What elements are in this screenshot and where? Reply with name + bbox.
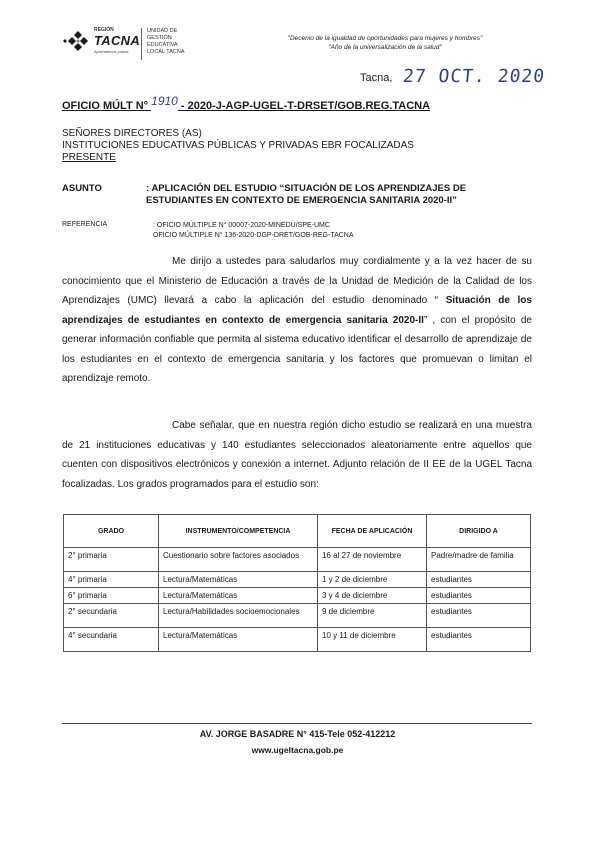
column-header: GRADO [64, 515, 159, 548]
table-cell: estudiantes [427, 572, 531, 588]
oficio-handwritten-number: 1910 [151, 94, 178, 108]
table-cell: 10 y 11 de diciembre [318, 628, 427, 652]
date-city: Tacna, [360, 72, 393, 84]
ugel-logo-icon [62, 30, 92, 52]
table-cell: Lectura/Matemáticas [159, 588, 318, 604]
column-header: DIRIGIDO A [427, 515, 531, 548]
table-cell: 9 de diciembre [318, 604, 427, 628]
table-row [64, 628, 531, 652]
table-cell: estudiantes [427, 628, 531, 652]
table-cell: 3 y 4 de diciembre [318, 588, 427, 604]
schedule-table [63, 514, 531, 652]
table-cell: estudiantes [427, 604, 531, 628]
unit-line: GESTIÓN [147, 35, 172, 41]
footer-divider [62, 723, 532, 724]
referencia-line: OFICIO MÚLTIPLE N° 136-2020-DGP-DRET/GOB-REG-TACNA [153, 232, 354, 239]
unit-line: EDUCATIVA [147, 42, 178, 48]
motto-line-2: "Año de la universalización de la salud" [328, 44, 442, 51]
table-cell: Cuestionario sobre factores asociados [159, 548, 318, 572]
body-paragraph-1 [62, 252, 532, 389]
table-cell: 4° primaria [64, 572, 159, 588]
logo-tagline: Aprendemos juntos [94, 49, 129, 54]
table-cell: 2° primaria [64, 548, 159, 572]
asunto-text: : APLICACIÓN DEL ESTUDIO “SITUACIÓN DE LOS APRENDIZAJES DE ESTUDIANTES EN CONTEXTO DE EMERGENCIA SANITARIA 2020-II” [146, 183, 467, 206]
recipient-line: SEÑORES DIRECTORES (AS) [62, 128, 202, 139]
column-header: INSTRUMENTO/COMPETENCIA [159, 515, 318, 548]
table-cell: Padre/madre de familia [427, 548, 531, 572]
recipient-line: INSTITUCIONES EDUCATIVAS PÚBLICAS Y PRIVADAS EBR FOCALIZADAS [62, 140, 414, 151]
oficio-prefix: OFICIO MÚLT N° [62, 100, 149, 112]
table-row [64, 604, 531, 628]
table-cell: 16 al 27 de noviembre [318, 548, 427, 572]
table-cell: estudiantes [427, 588, 531, 604]
logo-name: TACNA [94, 33, 141, 48]
paragraph-text: ” , con el propósito de generar información confiable que permita al sistema educativo identificar el desarrollo de aprendizaje de los estudiantes en el contexto de emergencia sanitaria y los factores que promuevan o limitan el aprendizaje remoto. [62, 314, 532, 384]
paragraph-text: Me dirijo a ustedes para saludarlos muy cordialmente y a la vez hacer de su conocimiento que el Ministerio de Educación a través de la Unidad de Medición de la Calidad de los Aprendizajes (UMC) llevará a cabo la aplicación del estudio denominado “ [62, 256, 532, 306]
date-handwritten: 27 OCT. 2020 [401, 66, 547, 87]
logo-divider [141, 28, 142, 60]
body-paragraph-2 [62, 416, 532, 494]
header-motto [240, 34, 530, 52]
referencia-line: : OFICIO MÚLTIPLE N° 00007-2020-MINEDU/SPE-UMC [153, 222, 330, 229]
unit-name [147, 28, 185, 56]
study-name: Situación de los aprendizajes de estudiantes en contexto de emergencia sanitaria 2020-II [62, 295, 532, 326]
logo-region-text: REGIÓN [94, 27, 114, 33]
unit-line: LOCAL TACNA [147, 49, 185, 55]
table-cell: Lectura/Matemáticas [159, 628, 318, 652]
table-row [64, 548, 531, 572]
column-header: FECHA DE APLICACIÓN [318, 515, 427, 548]
footer-website: www.ugeltacna.gob.pe [251, 745, 344, 755]
oficio-suffix: - 2020-J-AGP-UGEL-T-DRSET/GOB.REG.TACNA [180, 100, 431, 112]
recipient-presente: PRESENTE [62, 152, 116, 163]
unit-line: UNIDAD DE [147, 28, 178, 34]
table-header-row [64, 515, 531, 548]
table-row [64, 588, 531, 604]
paragraph-text: Cabe señalar, que en nuestra región dicho estudio se realizará en una muestra de 21 instituciones educativas y 140 estudiantes seleccionados aleatoriamente entre aquellos que cuenten con dispositivos electrónicos y conexión a internet. Adjunto relación de II EE de la UGEL Tacna focalizadas. Los grados programados para el estudio son: [62, 420, 532, 490]
table-cell: 4° secundaria [64, 628, 159, 652]
table-cell: 6° primaria [64, 588, 159, 604]
table-cell: 2° secundaria [64, 604, 159, 628]
motto-line-1: "Decenio de la igualdad de oportunidades para mujeres y hombres" [287, 35, 483, 42]
table-cell: 1 y 2 de diciembre [318, 572, 427, 588]
table-cell: Lectura/Habilidades socioemocionales [159, 604, 318, 628]
table-cell: Lectura/Matemáticas [159, 572, 318, 588]
recipients [62, 128, 414, 164]
referencia-text [153, 221, 354, 241]
asunto-label: ASUNTO [62, 183, 102, 194]
oficio-number [62, 94, 431, 112]
table-row [64, 572, 531, 588]
footer-address: AV. JORGE BASADRE N° 415-Tele 052-412212 [199, 729, 396, 739]
referencia-label: REFERENCIA [62, 221, 108, 228]
